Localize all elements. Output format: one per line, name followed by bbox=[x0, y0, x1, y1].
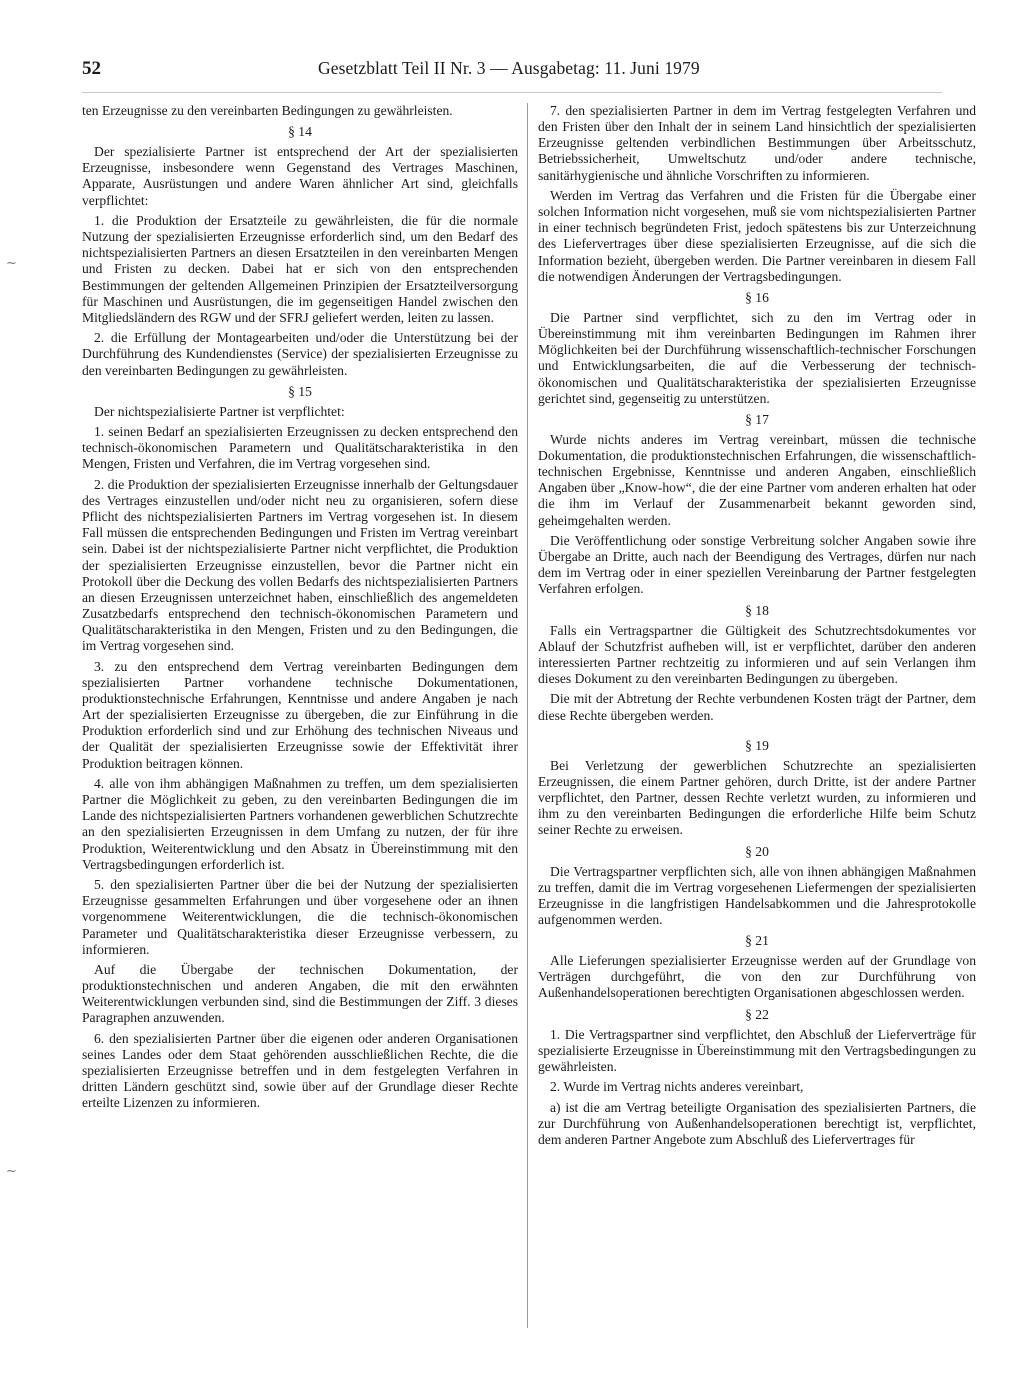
list-item: 6. den spezialisierten Partner über die eigenen oder anderen Organisationen seines Landes oder dem Staat gehörenden ausschließlichen Rechte, die die spezialisierten Erzeugnisse betreffen und in dem festgelegten Verfahren in dritten Ländern geschützt sind, sowie über auf der Grundlage dieser Rechte erteilte Lizenzen zu informieren. bbox=[82, 1030, 518, 1111]
page-header bbox=[82, 58, 942, 88]
paragraph: ten Erzeugnisse zu den vereinbarten Bedingungen zu gewährleisten. bbox=[82, 103, 453, 118]
paragraph: Werden im Vertrag das Verfahren und die Fristen für die Übergabe einer solchen Information nicht vorgesehen, muß sie vom nichtspezialisierten Partner in einer technisch begründeten Frist, jedoch spätestens bis zur Unterzeichnung des Liefervertrages über diese spezialisierten Erzeugnisse, auf die sich die Information bezieht, übergeben werden. Die Partner vereinbaren in diesem Fall die notwendigen Änderungen der Vertragsbedingungen. bbox=[538, 187, 976, 284]
margin-mark: ~ bbox=[6, 256, 17, 271]
list-item: 1. die Produktion der Ersatzteile zu gewährleisten, die für die normale Nutzung der spezialisierten Erzeugnisse erforderlich sind, um den Bedarf des nichtspezialisierten Partners an diesen Ersatzteilen in den vereinbarten Mengen und Fristen zu decken. Dabei hat er sich von den entsprechenden Bestimmungen der geltenden Allgemeinen Prinzipien der Ersatzteilversorgung für Maschinen und Ausrüstungen, die im gegenseitigen Handel zwischen den Mitgliedsländern des RGW und der SFRJ geliefert werden, leiten zu lassen. bbox=[82, 212, 518, 325]
list-item: 1. seinen Bedarf an spezialisierten Erzeugnissen zu decken entsprechend den technisch-ökonomischen Parametern und Qualitätscharakteristika in den Mengen, Fristen und Verfahren, die im Vertrag vorgesehen sind. bbox=[82, 424, 518, 472]
list-item: a) ist die am Vertrag beteiligte Organisation des spezialisierten Partners, die zur Durchführung von Außenhandelsoperationen berechtigt ist, verpflichtet, dem anderen Partner Angebote zum Abschluß des Liefervertrages für bbox=[538, 1099, 976, 1147]
page-number: 52 bbox=[82, 58, 101, 79]
right-column bbox=[538, 103, 976, 1152]
margin-mark: ~ bbox=[6, 1164, 17, 1179]
section-heading: § 16 bbox=[745, 289, 769, 305]
section-heading: § 20 bbox=[745, 843, 769, 859]
paragraph: Auf die Übergabe der technischen Dokumentation, der produktionstechnischen und anderen Angaben, die mit den erwähnten Weiterentwicklungen verbunden sind, sind die Bestimmungen der Ziff. 3 dieses Paragraphen anzuwenden. bbox=[82, 962, 518, 1026]
paragraph: Die Partner sind verpflichtet, sich zu den im Vertrag oder in Übereinstimmung mit ihm vereinbarten Bedingungen im Rahmen ihrer Möglichkeiten bei der Durchführung wissenschaftlich-technischer Forschungen und Entwicklungsarbeiten, die auf die Verbesserung der technisch-ökonomischen und Qualitätscharakteristika der spezialisierten Erzeugnisse gerichtet sind, gegenseitig zu unterstützen. bbox=[538, 309, 976, 406]
section-heading: § 15 bbox=[288, 383, 312, 399]
section-heading: § 22 bbox=[745, 1006, 769, 1022]
paragraph: Der spezialisierte Partner ist entsprechend der Art der spezialisierten Erzeugnisse, insbesondere wenn Gegenstand des Vertrages Maschinen, Apparate, Ausrüstungen und andere Waren ähnlicher Art sind, gleichfalls verpflichtet: bbox=[82, 144, 518, 208]
section-heading: § 14 bbox=[288, 124, 312, 140]
list-item: 7. den spezialisierten Partner in dem im Vertrag festgelegten Verfahren und den Fristen über den Inhalt der in seinem Land hinsichtlich der spezialisierten Erzeugnisse geltenden verbindlichen Bestimmungen über Arbeitsschutz, Betriebssicherheit, Umweltschutz und/oder andere technische, sanitärhygienische und ähnliche Vorschriften zu informieren. bbox=[538, 103, 976, 183]
paragraph: Alle Lieferungen spezialisierter Erzeugnisse werden auf der Grundlage von Verträgen durchgeführt, die von den zur Durchführung von Außenhandelsoperationen berechtigten Organisationen abgeschlossen werden. bbox=[538, 953, 976, 1001]
paragraph: Wurde nichts anderes im Vertrag vereinbart, müssen die technische Dokumentation, die produktionstechnischen Erfahrungen, die wissenschaftlich-technischen Ergebnisse, Kenntnisse und anderen Angaben, einschließlich Angaben über „Know-how“, die der eine Partner vom anderen erhalten hat oder die ihm im Verlauf der Zusammenarbeit bekannt geworden sind, geheimgehalten werden. bbox=[538, 431, 976, 528]
section-heading: § 17 bbox=[745, 411, 769, 427]
section-heading: § 19 bbox=[745, 737, 769, 753]
paragraph: Falls ein Vertragspartner die Gültigkeit des Schutzrechtsdokumentes vor Ablauf der Schutzfrist aufheben will, ist er verpflichtet, darüber den anderen interessierten Partner rechtzeitig zu informieren und auf sein Verlangen ihm dieses Dokument zu den vereinbarten Bedingungen zu übergeben. bbox=[538, 622, 976, 687]
paragraph: Der nichtspezialisierte Partner ist verpflichtet: bbox=[94, 403, 345, 419]
gazette-title: Gesetzblatt Teil II Nr. 3 — Ausgabetag: 11. Juni 1979 bbox=[318, 58, 700, 78]
paragraph: Die Vertragspartner verpflichten sich, alle von ihnen abhängigen Maßnahmen zu treffen, damit die im Vertrag vorgesehenen Liefermengen der spezialisierten Erzeugnisse in die langfristigen Handelsabkommen und die Jahresprotokolle aufgenommen werden. bbox=[538, 863, 976, 927]
paragraph: Bei Verletzung der gewerblichen Schutzrechte an spezialisierten Erzeugnissen, die einem Partner gehören, durch Dritte, ist der andere Partner verpflichtet, den Partner, dessen Rechte verletzt wurden, zu informieren und ihm zu den vereinbarten Bedingungen die erforderliche Hilfe beim Schutz seiner Rechte zu erweisen. bbox=[538, 757, 976, 838]
list-item: 4. alle von ihm abhängigen Maßnahmen zu treffen, um dem spezialisierten Partner die Möglichkeit zu geben, zu den vereinbarten Bedingungen die im Lande des nichtspezialisierten Partners vorhandenen gewerblichen Schutzrechte an den spezialisierten Erzeugnissen in dem Umfang zu nutzen, der für ihre Produktion, Weiterentwicklung und den Absatz in Übereinstimmung mit den Vertragsbedingungen erforderlich ist. bbox=[82, 775, 518, 872]
list-item: 2. die Erfüllung der Montagearbeiten und/oder die Unterstützung bei der Durchführung des Kundendienstes (Service) der spezialisierten Erzeugnisse zu den vereinbarten Bedingungen zu gewährleisten. bbox=[82, 330, 518, 378]
list-item: 1. Die Vertragspartner sind verpflichtet, den Abschluß der Lieferverträge für spezialisierte Erzeugnisse in Übereinstimmung mit den Vertragsbedingungen zu gewährleisten. bbox=[538, 1026, 976, 1074]
paragraph: Die mit der Abtretung der Rechte verbundenen Kosten trägt der Partner, dem diese Rechte übergeben werden. bbox=[538, 691, 976, 723]
list-item: 5. den spezialisierten Partner über die bei der Nutzung der spezialisierten Erzeugnisse gesammelten Erfahrungen und über vorgesehene oder an ihnen vorgenommene Weiterentwicklungen, die die technisch-ökonomischen Parameter und Qualitätscharakteristika dieser Erzeugnisse verbessern, zu informieren. bbox=[82, 877, 518, 957]
section-heading: § 18 bbox=[745, 602, 769, 618]
list-item: 2. Wurde im Vertrag nichts anderes vereinbart, bbox=[550, 1079, 804, 1095]
left-column bbox=[82, 103, 518, 1116]
header-rule bbox=[82, 92, 942, 93]
section-heading: § 21 bbox=[745, 933, 769, 949]
list-item: 3. zu den entsprechend dem Vertrag vereinbarten Bedingungen dem spezialisierten Partner vorhandene technische Dokumentationen, produktionstechnische Erfahrungen, Kenntnisse und andere Angaben je nach Art der spezialisierten Erzeugnisse zu übergeben, die zur Einführung in die Produktion erforderlich sind und zur Erhöhung des technischen Niveaus und der Qualität der spezialisierten Erzeugnisse sowie der Effektivität ihrer Produktion beitragen können. bbox=[82, 658, 518, 771]
column-divider bbox=[527, 103, 528, 1328]
paragraph: Die Veröffentlichung oder sonstige Verbreitung solcher Angaben sowie ihre Übergabe an Dritte, auch nach der Beendigung des Vertrages, dürfen nur nach dem im Vertrag oder in einer speziellen Vereinbarung der Partner festgelegten Verfahren erfolgen. bbox=[538, 532, 976, 597]
list-item: 2. die Produktion der spezialisierten Erzeugnisse innerhalb der Geltungsdauer des Vertrages einzustellen und/oder nicht neu zu organisieren, sofern diese Pflicht des nichtspezialisierten Partners im Vertrag vorgesehen ist. In diesem Fall müssen die entsprechenden Bedingungen und Fristen im Vertrag vereinbart sein. Dabei ist der nichtspezialisierte Partner nicht verpflichtet, die Produktion der spezialisierten Erzeugnisse einzustellen, bevor die Partner nicht ein Protokoll über die Deckung des vollen Bedarfs des nichtspezialisierten Partners an diesen Erzeugnissen unterzeichnet haben, einschließlich des angemeldeten Zusatzbedarfs entsprechend den technisch-ökonomischen Parametern und Qualitätscharakteristika in den Mengen, Fristen und zu den Bedingungen, die im Vertrag vorgesehen sind. bbox=[82, 476, 518, 654]
